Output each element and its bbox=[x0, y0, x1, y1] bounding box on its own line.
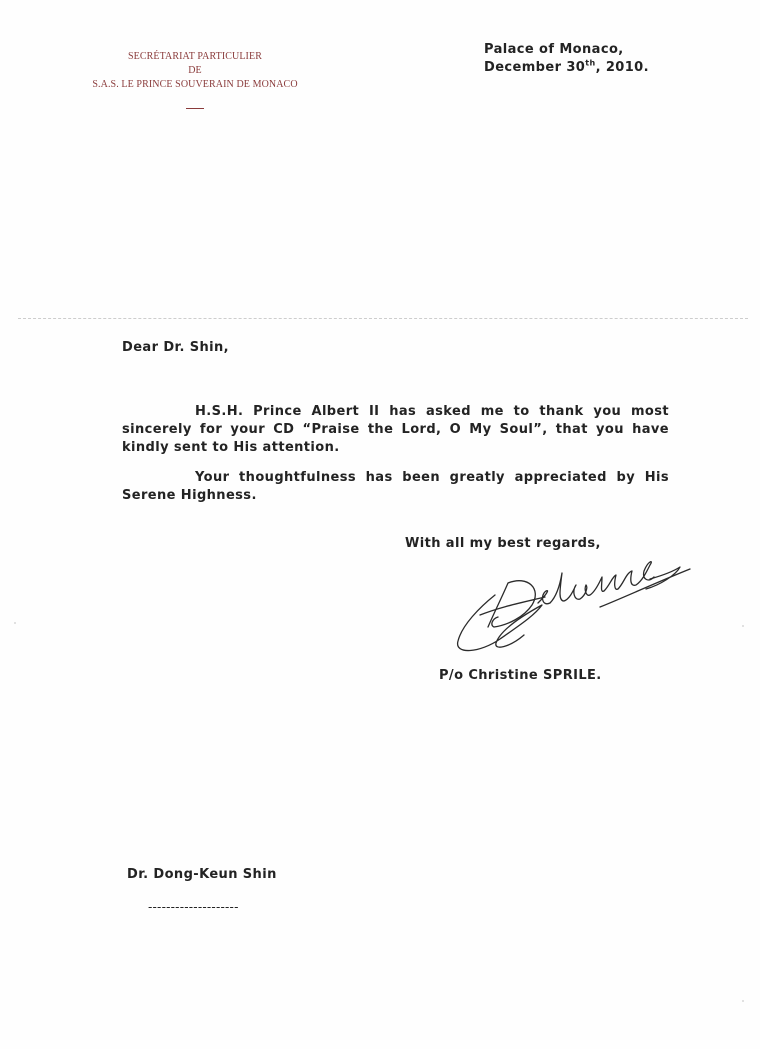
paragraph-1: H.S.H. Prince Albert II has asked me to thank you most sincerely for your CD “Praise the Lord, O My Soul”, that you have kindly sent to His attention. bbox=[122, 404, 669, 455]
closing: With all my best regards, bbox=[405, 536, 601, 551]
letterhead-line-1: SECRÉTARIAT PARTICULIER bbox=[128, 51, 262, 62]
paragraph-2: Your thoughtfulness has been greatly appreciated by His Serene Highness. bbox=[122, 470, 669, 503]
date-ordinal: th bbox=[585, 58, 596, 68]
letterhead bbox=[80, 50, 310, 109]
recipient-name: Dr. Dong-Keun Shin bbox=[127, 867, 277, 882]
place-and-date bbox=[484, 41, 649, 77]
letterhead-line-3: S.A.S. LE PRINCE SOUVERAIN DE MONACO bbox=[92, 79, 298, 90]
date-rest: , 2010. bbox=[595, 60, 649, 75]
letterhead-rule bbox=[186, 108, 204, 109]
date bbox=[484, 59, 649, 77]
scan-speck bbox=[742, 1000, 744, 1002]
place: Palace of Monaco, bbox=[484, 42, 624, 57]
handwritten-signature bbox=[450, 545, 700, 660]
recipient-underline: -------------------- bbox=[148, 900, 239, 914]
date-prefix: December 30 bbox=[484, 60, 586, 75]
fold-line bbox=[18, 318, 748, 319]
signer-name: P/o Christine SPRILE. bbox=[439, 668, 602, 683]
letterhead-line-2: DE bbox=[188, 65, 202, 76]
salutation: Dear Dr. Shin, bbox=[122, 340, 229, 355]
scan-speck bbox=[14, 622, 16, 624]
scan-speck bbox=[742, 625, 744, 627]
